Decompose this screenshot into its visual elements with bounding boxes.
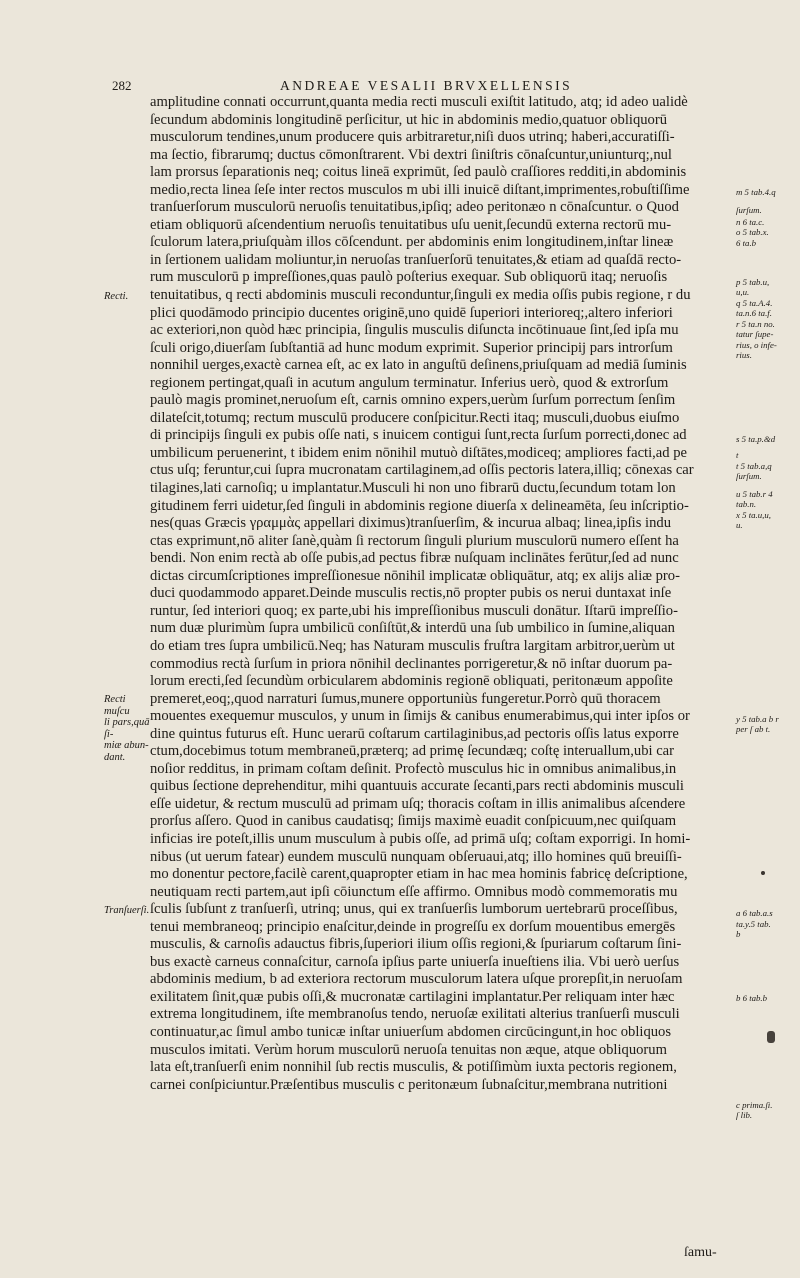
text-line: mouentes exequemur musculos, y unum in ſimijs & canibus enumerabimus,qui inter ipſos or [150, 708, 690, 725]
text-line: extrema longitudinem, iſte membranoſus tendo, neruoſæ exilitati alterius tranſuerſi musculi [150, 1006, 680, 1023]
text-line: etiam obliquorū aſcendentium neruoſis tenuitatibus uſu uenit,ſecundū externa rectorū mu- [150, 216, 672, 233]
side-note-line: b 6 tab.b [736, 992, 768, 1003]
side-note-line: rius, o infe- [736, 339, 777, 350]
text-line: tilagines,lati carnoſiq; u implantatur.Musculi hi non uno fibrarū ductu,ſecundum totam lon [150, 480, 676, 497]
side-note-right [736, 450, 796, 482]
text-line: regionem pertingat,quaſi in acutum angulum terminatur. Inferius uerò, quod & extrorſum [150, 374, 669, 391]
text-line: runtur, ſed interiori quoq; ex parte,ubi his impreſſionibus musculi donātur. Iſtarū impreſſio- [150, 602, 678, 619]
side-note-right [736, 187, 796, 198]
side-note-right [736, 434, 796, 445]
side-note-line: ſurſum. [736, 471, 762, 482]
text-line: umbilicum peruenerint, t ibidem enim nōnihil mutuò diſtātes,modiceq; ampliores facti,ad pe [150, 444, 688, 461]
text-line: premeret,eoq;,quod narraturi ſumus,munere opportuniùs fungeretur.Porrò quū thoracem [150, 690, 661, 707]
text-line: bus exactè carneus connaſcitur, carnoſa ipſius parte uniuerſa inueſtiens ilia. Vbi uerò uerſus [150, 953, 680, 970]
text-line: inficias ire poteſt,illis unum musculum à pubis oſſe, ad primā uſq; coſtam exporrigi. In homi- [150, 830, 691, 847]
ink-dot-mark [761, 871, 765, 875]
text-line: abdominis medium, b ad exteriora rectorum musculorum latera uſque prorepſit,in neruoſam [150, 971, 683, 988]
text-line: plici quodāmodo principio ducentes originē,uno quidē ſuperiori interioreq;,altero inferiori [150, 304, 673, 321]
text-line: gitudinem ferri uidetur,ſed ſinguli in abdominis regione diuerſa x delineamēta, ſeu inſcriptio- [150, 497, 689, 514]
text-line: exilitatem ſinit,quæ pubis oſſi,& mucronatæ cartilagini implantatur.Per reliquam inter hæc [150, 988, 675, 1005]
side-note-line: t [736, 450, 739, 461]
text-line: medio,recta linea ſeſe inter rectos musculos m ubi illi inuicē diſtant,imprimentes,robuſtiſſime [150, 181, 690, 198]
text-line: continuatur,ac ſimul ambo tunicæ inſtar uniuerſum abdomen circūcingunt,in hoc obliquos [150, 1023, 672, 1040]
text-line: musculis, & carnoſis adauctus fibris,ſuperiori ilium oſſis regioni,& ſpuriarum coſtarum ſini- [150, 936, 682, 953]
side-note-line: ta.y.5 tab. [736, 918, 771, 929]
side-note-line: t 5 tab.a,q [736, 460, 772, 471]
side-note-line: ſ lib. [736, 1110, 753, 1121]
side-note-line: o 5 tab.x. [736, 227, 769, 238]
text-line: tenui membraneoq; principio enaſcitur,deinde in progreſſu ex dorſum mouentibus emergēs [150, 918, 676, 935]
text-line: commodius rectà ſurſum in priora nōnihil declinantes porrigeretur,& nō inſtar duorum pa- [150, 655, 673, 672]
side-note-line: tatur ſupe- [736, 329, 774, 340]
text-line: ctum,docebimus totum membraneū,præterq; ad primę ſecundæq; coſtę interuallum,ubi car [150, 743, 675, 760]
side-note-line: Tranſuerſi. [104, 904, 150, 916]
side-note-line: r 5 ta.n no. [736, 318, 775, 329]
running-title: ANDREAE VESALII BRVXELLENSIS [280, 78, 573, 93]
side-note-line: u. [736, 520, 743, 531]
text-line: num duæ plurimùm ſupra umbilicū conſiſtūt,& interdū una ſub umbilico in ſumine,aliquan [150, 620, 675, 637]
text-line: nonnihil uerges,exactè carnea eſt, ac ex lato in anguſtū deſinens,priuſquam ad mediā ſuminis [150, 357, 687, 374]
text-line: prorſus aſſero. Quod in canibus caudatisq; ſimijs maximè euadit conſpicuum,nec quiſquam [150, 813, 677, 830]
side-note-right [736, 993, 796, 1004]
text-line: musculos imitati. Verùm horum musculorū neruoſa tenuitas non æque, atque obliquorum [150, 1041, 667, 1058]
text-line: duci quodammodo apparet.Deinde musculis rectis,nō propter pubis os nerui duntaxat inſe [150, 585, 672, 602]
side-note-line: ta.n.6 ta.f. [736, 308, 772, 319]
ink-stain-mark [767, 1031, 775, 1043]
side-note-line: dant. [104, 751, 126, 763]
side-note-line: p 5 tab.u, [736, 276, 770, 287]
side-note-line: b [736, 929, 741, 940]
text-line: in ſertionem ualidam moliuntur,in neruoſas tranſuerſorū tenuitates,& etiam ad quaſdā recto- [150, 251, 682, 268]
side-note-line: x 5 ta.u,u, [736, 509, 771, 520]
text-line: paulò magis prominet,neruoſum eſt, carnis omnino expers,uerùm ſurſum porrectum ſenſim [150, 392, 676, 409]
side-note-right [736, 1100, 796, 1121]
text-line: lam prorsus ſeparationis neq; coitus lineā exprimūt, ſed paulò craſſiores redditi,in abdominis [150, 164, 687, 181]
side-note-right [736, 714, 796, 735]
catchword: ſamu- [684, 1245, 717, 1260]
side-note-line: Recti. [104, 290, 129, 302]
side-note-line: rius. [736, 350, 752, 361]
left-margin-glosses [0, 0, 150, 1278]
side-note-right [736, 217, 796, 249]
side-note-left [104, 905, 150, 917]
side-note-line: 6 ta.b [736, 237, 757, 248]
text-line: ſculis ſubſunt z tranſuerſi, utrinq; unus, qui ex tranſuerſis lumborum uertebrarū proceſſibus, [150, 901, 678, 918]
side-note-line: per ſ ab t. [736, 724, 771, 734]
text-line: ma ſectio, fibrarumq; ductus cōmonſtrarent. Vbi dextri ſiniſtris cōnaſcuntur,uniunturq;,nul [150, 146, 672, 163]
text-line: carnei conſpiciuntur.Præſentibus musculis c peritonæum ſubnaſcitur,membrana nutritioni [150, 1076, 668, 1093]
side-note-right [736, 489, 796, 531]
text-line: rum musculorū p impreſſiones,quas paulò poſterius exequar. Sub obliquorū itaq; neruoſis [150, 269, 668, 286]
text-line: neutiquam recti partem,aut ipſi cōiunctum eſſe affirmo. Omnibus modò commemoratis mu [150, 883, 678, 900]
text-line: ſculi origo,diuerſam ſubſtantiā ad hunc modum exprimit. Superior principij pars introrſum [150, 339, 673, 356]
side-note-left [104, 291, 150, 303]
side-note-line: u,u. [736, 287, 750, 298]
text-line: lorum erecti,ſed ſecundùm orbicularem abdominis regionē obliquati, peritonæum appoſite [150, 673, 673, 690]
main-text-block [150, 94, 735, 1094]
side-note-line: Recti muſcu [104, 694, 130, 717]
text-line: nibus (ut uerum fatear) eundem musculū nunquam obſeruaui,atq; illo homines quū breuiſſi- [150, 848, 682, 865]
side-note-line: ſurſum. [736, 204, 762, 215]
text-line: ctas exprimunt,nō aliter ſanè,quàm ſi rectorum ſinguli plurium musculorū numero eſſent ha [150, 532, 679, 549]
text-line: ſculorum latera,priuſquàm illos cōſcendunt. per abdominis enim longitudinem,inſtar lineæ [150, 234, 674, 251]
side-note-line: q 5 ta.A.4. [736, 297, 773, 308]
text-line: noſior redditus, in primam coſtam deſinit. Profectò musculus hic in omnibus animalibus,in [150, 760, 677, 777]
text-line: di principijs ſinguli ex pubis oſſe nati, s inuicem contigui ſunt,recta ſurſum porrecti,donec ad [150, 427, 687, 444]
text-line: ctus uſq; feruntur,cui ſupra mucronatam cartilaginem,ad oſſis pectoris latera,illiq; cōnexas car [150, 462, 694, 479]
side-note-right [736, 277, 796, 298]
text-line: musculorum tendines,unum producere quis arbitraretur,niſi duos utrinq; haberi,accuratiſſi- [150, 129, 675, 146]
side-note-right [736, 205, 796, 216]
side-note-right [736, 298, 796, 361]
side-note-line: li pars,quā ſi- [104, 717, 150, 740]
side-note-line: u 5 tab.r 4 [736, 488, 773, 499]
text-line: tenuitatibus, q recti abdominis musculi reconduntur,ſinguli ex media oſſis pubis regione, r du [150, 287, 691, 304]
text-line: lata eſt,tranſuerſi enim nonnihil ſub rectis musculis, & potiſſimùm iuxta pectoris regionem, [150, 1059, 677, 1076]
text-line: quibus ſectione deprehenditur, mihi quantuuis accurate ſecanti,pars recti abdominis musculi [150, 778, 684, 795]
side-note-line: s 5 ta.p.&d [736, 434, 776, 445]
text-line: do etiam tres ſupra umbilicū.Neq; has Naturam musculis fruſtra largitam arbitror,uerùm ut [150, 637, 675, 654]
text-line: bendi. Non enim rectà ab oſſe pubis,ad pectus fibræ nuſquam inclinātes ferūtur,ſed ad nunc [150, 550, 679, 567]
text-line: ſecundum abdominis longitudinē perſicitur, ut hic in abdominis medio,quatuor obliquorū [150, 111, 668, 128]
side-note-line: tab.n. [736, 499, 757, 510]
page-number: 282 [112, 78, 132, 93]
side-note-line: a 6 tab.a.s [736, 908, 773, 919]
text-line: dilateſcit,totumq; rectum musculū producere conſpicitur.Recti itaq; musculi,duobus eiuſmo [150, 409, 680, 426]
side-note-line: c prima.ſi. [736, 1099, 773, 1110]
side-note-line: n 6 ta.c. [736, 216, 765, 227]
side-note-left [104, 694, 150, 763]
side-note-line: y 5 tab.a b r [736, 713, 779, 724]
text-line: dine quintus futurus eſt. Hunc uerarū coſtarum cartilaginibus,ad pectoris oſſis latus exporre [150, 725, 679, 742]
text-line: tranſuerſorum musculorū neruoſis tenuitatibus,ipſiq; adeo peritonæo n cōnaſcuntur. o Quod [150, 199, 679, 216]
text-line: mo donentur pectore,facilè carent,quapropter etiam in hac mea hominis fabricę deſcriptione, [150, 866, 688, 883]
side-note-line: miæ abun- [104, 740, 149, 752]
text-line: eſſe uidetur, & rectum musculū ad primam uſq; thoracis coſtam in illis animalibus aſcendere [150, 795, 686, 812]
text-line: amplitudine connati occurrunt,quanta media recti musculi exiſtit latitudo, atq; id adeo ualidè [150, 94, 688, 110]
side-note-right [736, 908, 796, 940]
text-line: ac exteriori,non quòd hæc principia, ſingulis musculis diſuncta incōtinuaue ſint,ſed ipſa mu [150, 322, 679, 339]
text-line: nes(quas Græcis γραμμὰς appellari diximus)tranſuerſim, & incurua albaq; linea,ipſis indu [150, 515, 671, 532]
side-note-line: m 5 tab.4.q [736, 187, 776, 197]
text-line: dictas circumſcriptiones impreſſionesue nōnihil implicatæ obliquātur, atq; ex alijs aliæ pro- [150, 567, 680, 584]
